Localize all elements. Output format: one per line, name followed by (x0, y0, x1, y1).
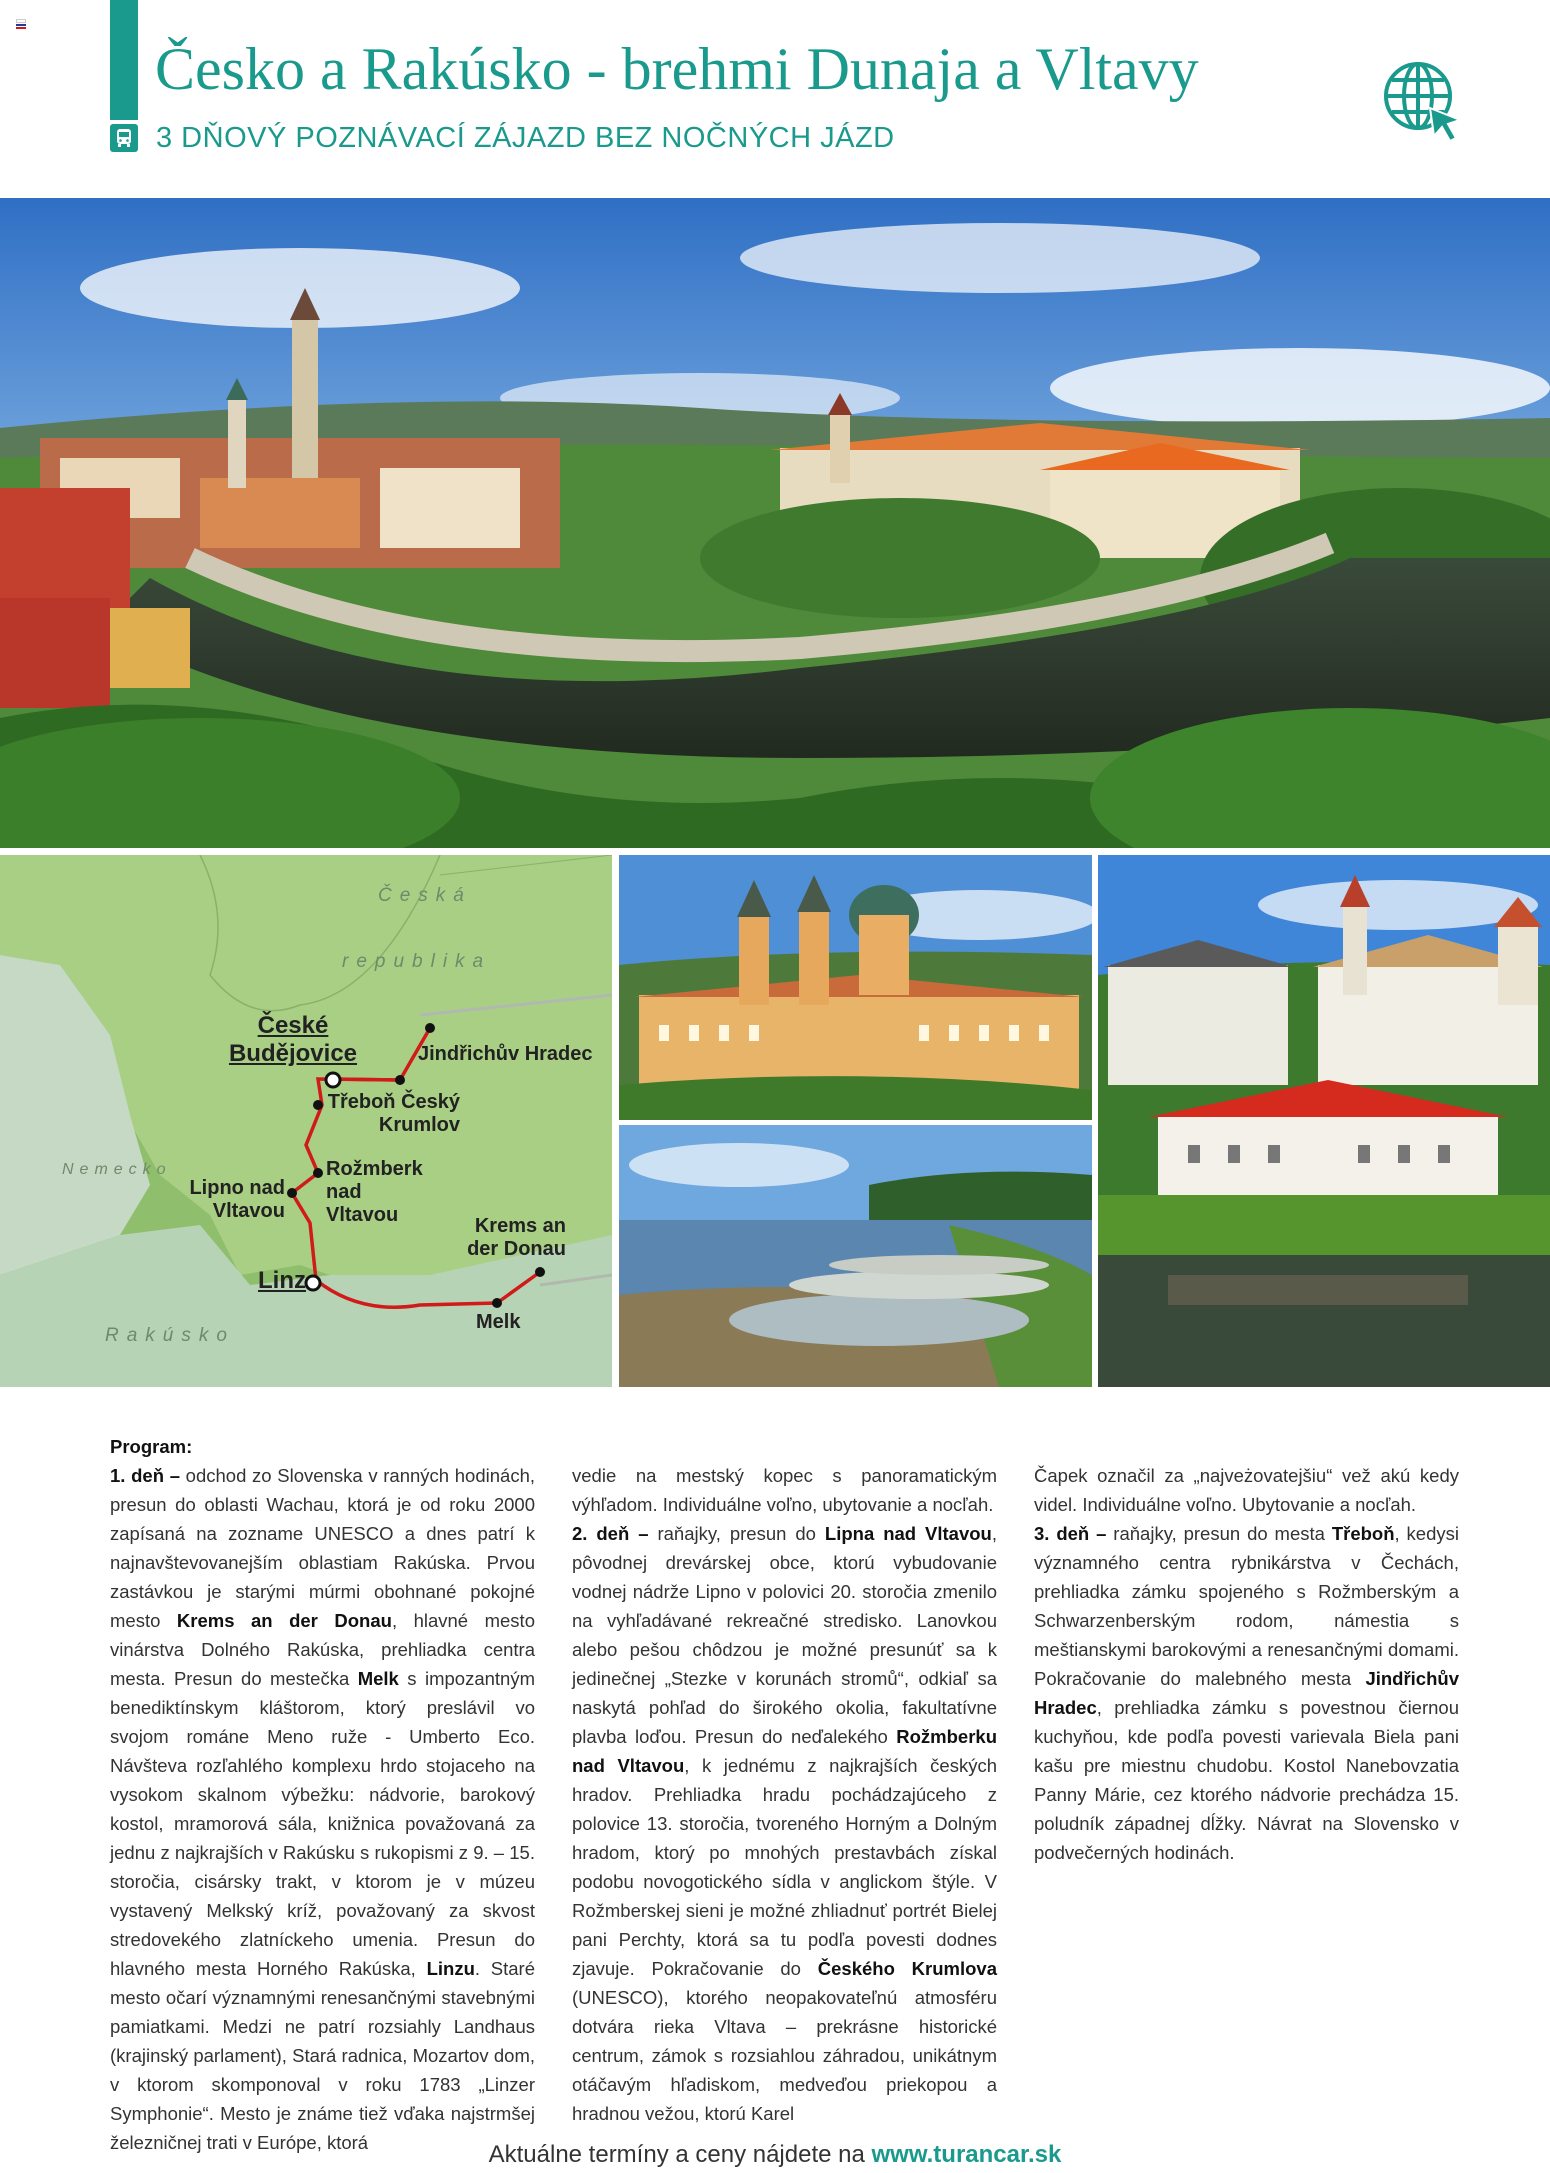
bus-icon (110, 124, 138, 152)
day-1-bold-krems: Krems an der Donau (176, 1610, 392, 1631)
globe-cursor-icon[interactable] (1380, 58, 1466, 144)
page-title: Česko a Rakúsko - brehmi Dunaja a Vltavy (155, 36, 1199, 102)
photo-melk-abbey (619, 855, 1092, 1120)
map-place-krems: Krems an der Donau (467, 1215, 566, 1260)
map-region-czech: Česká (378, 885, 472, 906)
map-region-czech-2: republika (342, 951, 492, 972)
map-region-austria: Rakúsko (105, 1325, 235, 1346)
day-1-text-3: s impozantným benediktínskym kláštorom, ktorý preslávil vo svojom románe Meno ruže - Umberto Eco. Návšteva rozľahlého komplexu hrdo stojaceho na vysokom skalnom výbežku: nádvorie, barokový kostol, mramorová sála, knižnica považovaná za jednu z najkrajších v Rakúsku s rukopismi z 9. – 15. storočia, cisársky trakt, v ktorom je v múzeu vystavený Melkský kríž, považovaný za skvost stredovekého zlatníckeho umenia. Presun do hlavného mesta Horného Rakúska, (110, 1668, 535, 1979)
map-place-trebon-cesky-krumlov: Třeboň Český Krumlov (327, 1091, 460, 1136)
day-3-text-3: , prehliadka zámku s povestnou čiernou kuchyňou, kde podľa povesti varievala Biela pani kašu pre miestnu chudobu. Kostol Nanebovzatia Panny Márie, cez ktorého nádvorie prechádza 15. poludník západnej dĺžky. Návrat na Slovensko v podvečerných hodinách. (1034, 1697, 1459, 1863)
day-1-bold-linz: Linzu (426, 1958, 475, 1979)
day-2-label: 2. deň – (572, 1523, 649, 1544)
day-1-bold-melk: Melk (357, 1668, 399, 1689)
program-day-3 (1034, 1519, 1459, 1867)
day-2-continuation: Čapek označil za „najveżovatejšiu“ vež akú kedy videl. Individuálne voľno. Ubytovanie a nocľah. (1034, 1465, 1459, 1515)
day-3-bold-jindrichuv-hradec: Jindřichův Hradec (1034, 1668, 1459, 1718)
day-3-text-2: , kedysi významného centra rybnikárstva v Čechách, prehliadka zámku spojeného s Rožmberským a Schwarzenberským rodom, námestia s meštianskymi barokovými a renesančnými domami. Pokračovanie do malebného mesta (1034, 1523, 1459, 1689)
slovak-flag-icon (16, 19, 26, 26)
day-1-text-2: , hlavné mesto vinárstva Dolného Rakúska, prehliadka centra mesta. Presun do mestečka (110, 1610, 535, 1689)
program-column-2 (572, 1461, 997, 2128)
day-3-bold-trebon: Třeboň (1331, 1523, 1395, 1544)
map-place-jindrichuv-hradec: Jindřichův Hradec (418, 1043, 593, 1065)
day-2-bold-krumlov: Českého Krumlova (817, 1958, 997, 1979)
map-region-germany: Nemecko (62, 1161, 172, 1178)
photo-jindrichuv-hradec-castle (1098, 855, 1550, 1387)
title-accent-bar (110, 0, 138, 120)
day-3-label: 3. deň – (1034, 1523, 1107, 1544)
map-place-ceske-budejovice: České Budějovice (228, 1012, 358, 1067)
subtitle-row (110, 118, 895, 158)
footer-text: Aktuálne termíny a ceny nájdete na (488, 2141, 872, 2168)
day-1-label: 1. deň – (110, 1465, 180, 1486)
day-2-text-1: raňajky, presun do (648, 1523, 825, 1544)
map-place-melk: Melk (476, 1311, 521, 1333)
day-1-continuation: vedie na mestský kopec s panoramatickým výhľadom. Individuálne voľno, ubytovanie a nocľah. (572, 1465, 997, 1515)
footer-website-link[interactable]: www.turancar.sk (871, 2141, 1062, 2168)
program-day-1 (110, 1461, 535, 2157)
day-1-text-4: . Staré mesto očarí významnými renesančnými stavebnými pamiatkami. Medzi ne patrí rozsiahly Landhaus (krajinský parlament), Stará radnica, Mozartov dom, v ktorom skomponoval v roku 1783 „Linzer Symphonie“. Mesto je známe tiež vďaka najstrmšej železničnej trati v Európe, ktorá (110, 1958, 535, 2153)
day-2-text-3: , k jednému z najkrajších českých hradov. Prehliadka hradu pochádzajúceho z polovice 13. storočia, tvoreného Horným a Dolným hradom, ktorý po mnohých prestavbách získal podobu novogotického sídla v anglickom štýle. V Rožmberskej sieni je možné zhliadnuť portrét Bielej pani Perchty, ktorá sa tu podľa povesti dodnes zjavuje. Pokračovanie do (572, 1755, 997, 1979)
map-place-lipno: Lipno nad Vltavou (189, 1177, 285, 1222)
photo-lipno-lake (619, 1125, 1092, 1387)
hero-photo-cesky-krumlov (0, 198, 1550, 848)
route-map (0, 855, 612, 1387)
page-subtitle: 3 DŇOVÝ POZNÁVACÍ ZÁJAZD BEZ NOČNÝCH JÁZD (156, 121, 895, 154)
footer (0, 2141, 1550, 2169)
day-2-bold-rozmberk: Rožmberku nad Vltavou (572, 1726, 997, 1776)
day-2-bold-lipno: Lipna nad Vltavou (824, 1523, 992, 1544)
map-place-linz: Linz (258, 1267, 306, 1294)
program-column-3 (1034, 1461, 1459, 1867)
map-place-rozmberk: Rožmberk nad Vltavou (326, 1158, 423, 1226)
day-2-text-2: , pôvodnej drevárskej obce, ktorú vybudovanie vodnej nádrže Lipno v polovici 20. storočia zmenilo na vyhľadávané rekreačné stredisko. Lanovkou alebo pešou chôdzou je možné presunúť sa k jedinečnej „Stezke v korunách stromů“, odkiaľ sa naskytá pohľad do širokého okolia, fakultatívne plavba loďou. Presun do neďalekého (572, 1523, 997, 1747)
program-column-1 (110, 1432, 535, 2157)
program-label: Program: (110, 1436, 193, 1457)
program-day-2 (572, 1519, 997, 2128)
day-1-text-1: odchod zo Slovenska v ranných hodinách, presun do oblasti Wachau, ktorá je od roku 2000 zapísaná na zozname UNESCO a dnes patrí k najnavštevovanejším oblastiam Rakúska. Prvou zastávkou je starými múrmi obohnané pokojné mesto (110, 1465, 535, 1631)
day-3-text-1: raňajky, presun do mesta (1106, 1523, 1332, 1544)
day-2-text-4: (UNESCO), ktorého neopakovateľnú atmosféru dotvára rieka Vltava – prekrásne historické centrum, zámok s rozsiahlou záhradou, unikátnym otáčavým hľadiskom, medveďou priekopou a hradnou vežou, ktorú Karel (572, 1987, 997, 2124)
